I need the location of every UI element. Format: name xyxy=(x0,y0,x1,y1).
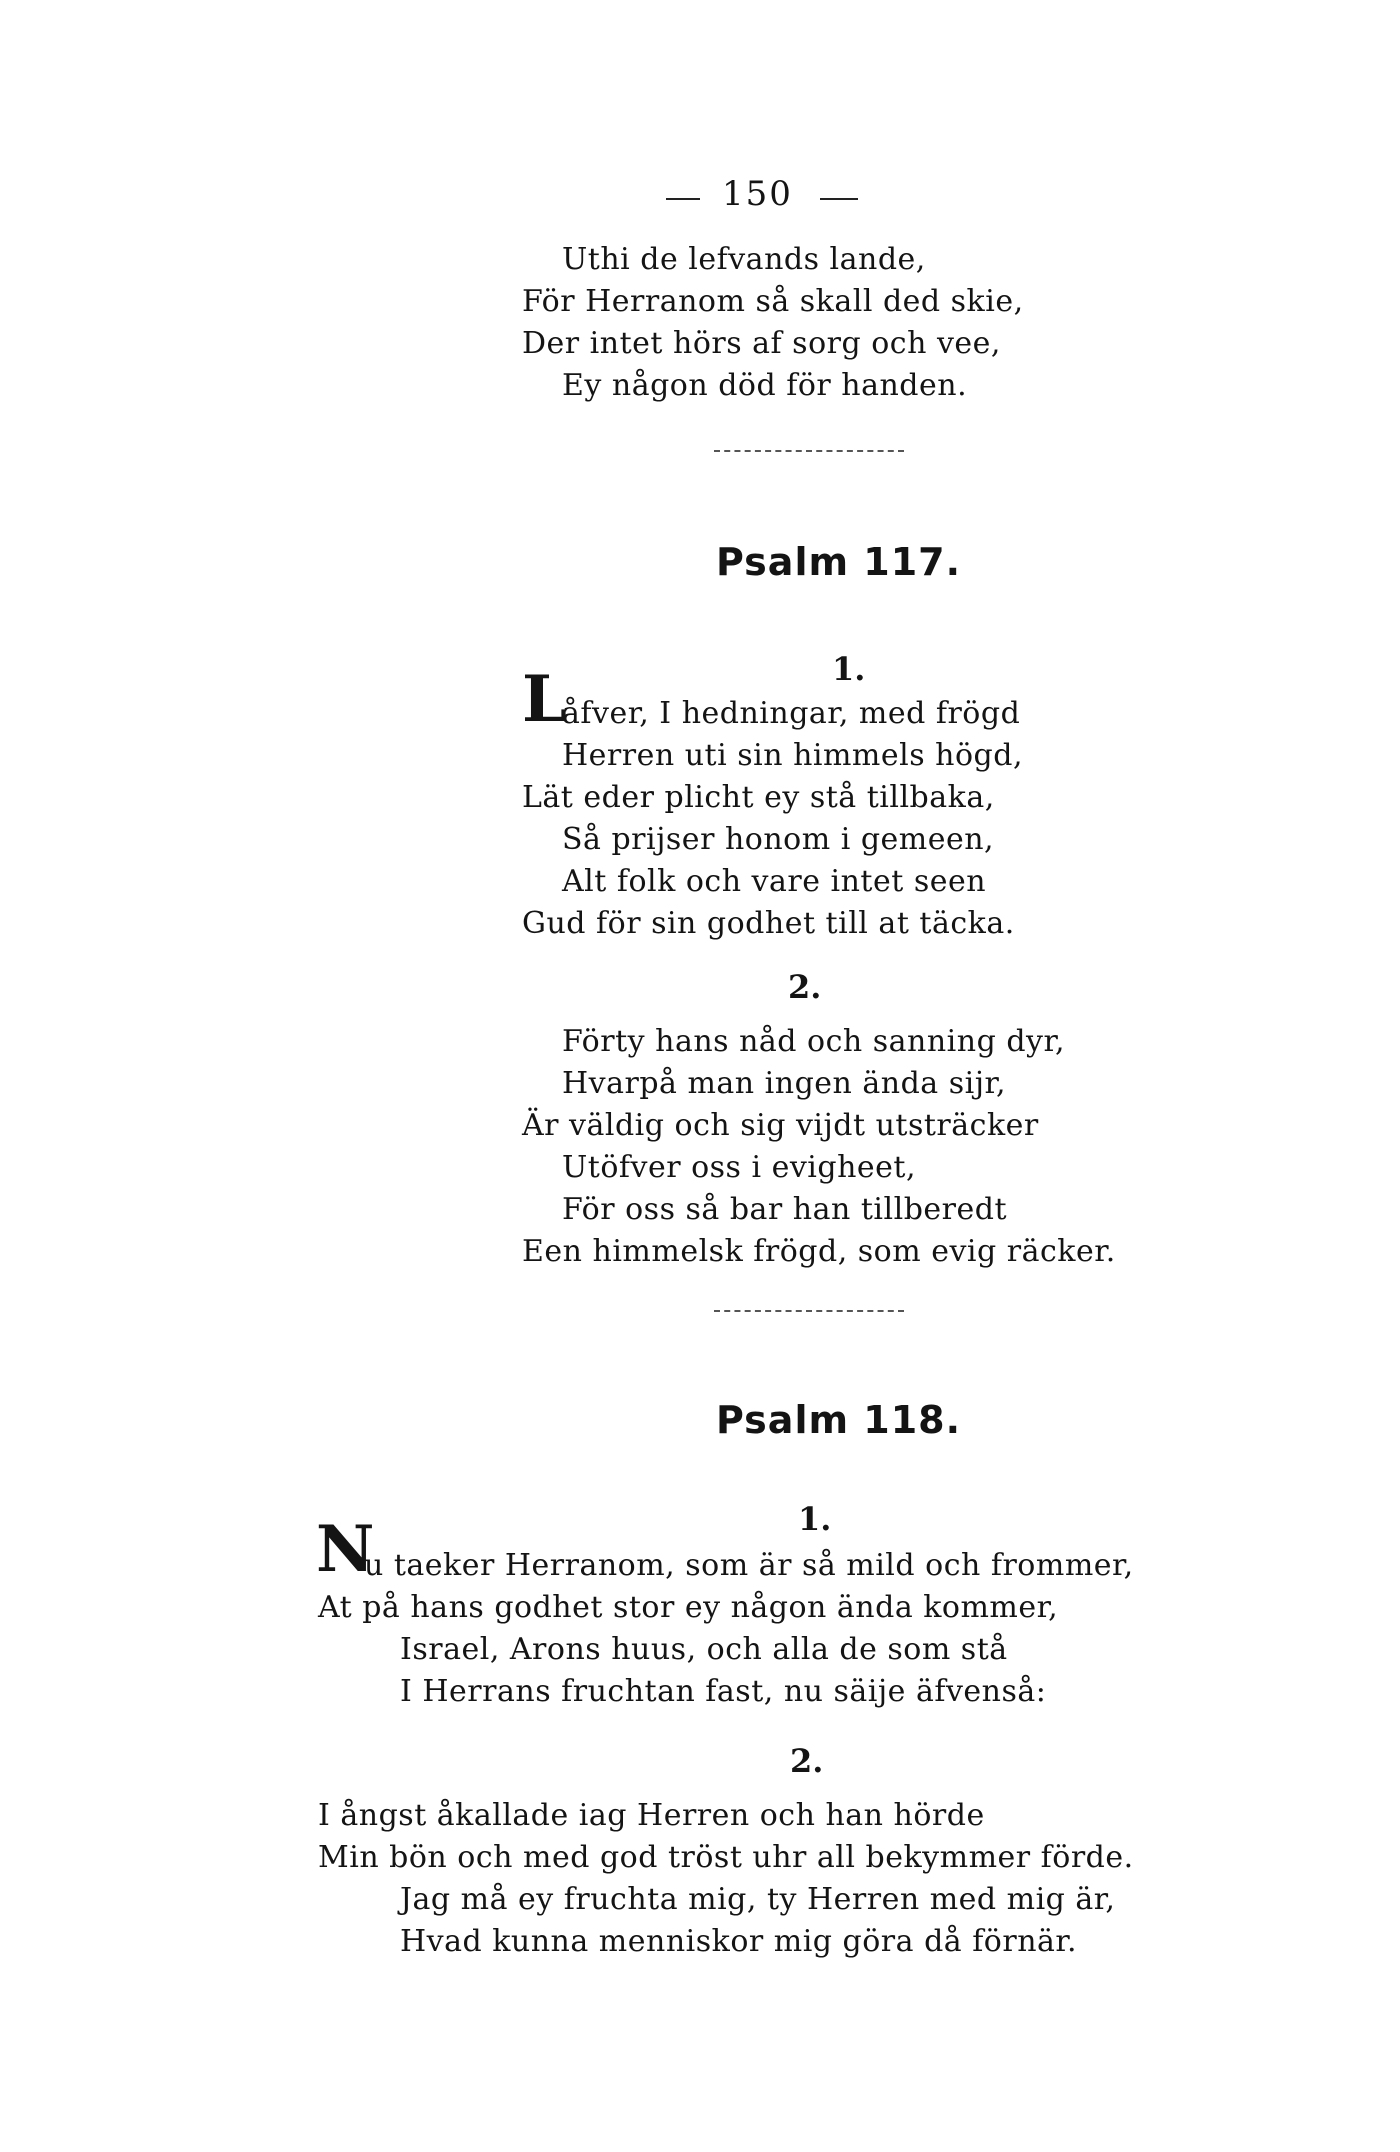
psalm-118-v2-line-2: Min bön och med god tröst uhr all bekymmer förde. xyxy=(318,1840,1134,1875)
psalm-117-verse-1-number: 1. xyxy=(832,650,866,688)
psalm-117-v2-line-2: Hvarpå man ingen ända sijr, xyxy=(562,1066,1007,1101)
psalm-118-v1-line-1: u taeker Herranom, som är så mild och frommer, xyxy=(364,1548,1134,1583)
psalm-117-v2-line-5: För oss så bar han tillberedt xyxy=(562,1192,1008,1227)
psalm-118-title: Psalm 118. xyxy=(716,1398,962,1442)
psalm-118-v1-line-2: At på hans godhet stor ey någon ända kommer, xyxy=(318,1590,1059,1625)
psalm-118-verse-1-number: 1. xyxy=(798,1500,832,1538)
psalm-117-v1-line-5: Alt folk och vare intet seen xyxy=(562,864,987,899)
opening-line-3: Der intet hörs af sorg och vee, xyxy=(522,326,1001,361)
psalm-117-v2-line-3: Är väldig och sig vijdt utsträcker xyxy=(522,1108,1039,1143)
section-rule xyxy=(714,1310,904,1313)
psalm-117-v2-line-1: Förty hans nåd och sanning dyr, xyxy=(562,1024,1066,1059)
psalm-117-v2-line-4: Utöfver oss i evigheet, xyxy=(562,1150,917,1185)
psalm-118-v1-line-3: Israel, Arons huus, och alla de som stå xyxy=(400,1632,1008,1667)
psalm-117-v1-line-2: Herren uti sin himmels högd, xyxy=(562,738,1023,773)
psalm-118-v2-line-1: I ångst åkallade iag Herren och han hörde xyxy=(318,1798,985,1833)
psalm-118-v2-line-4: Hvad kunna menniskor mig göra då förnär. xyxy=(400,1924,1077,1959)
psalm-118-dropcap: N xyxy=(316,1512,375,1587)
psalm-117-title: Psalm 117. xyxy=(716,540,962,584)
psalm-117-dropcap: L xyxy=(522,662,567,737)
psalm-118-verse-2-number: 2. xyxy=(790,1742,824,1780)
psalm-118-v2-line-3: Jag må ey fruchta mig, ty Herren med mig är, xyxy=(400,1882,1116,1917)
header-dash-right xyxy=(820,198,858,200)
opening-line-1: Uthi de lefvands lande, xyxy=(562,242,926,277)
opening-line-4: Ey någon död för handen. xyxy=(562,368,968,403)
section-rule xyxy=(714,450,904,453)
psalm-118-v1-line-4: I Herrans fruchtan fast, nu säije äfvenså: xyxy=(400,1674,1047,1709)
psalm-117-v2-line-6: Een himmelsk frögd, som evig räcker. xyxy=(522,1234,1116,1269)
psalm-117-verse-2-number: 2. xyxy=(788,968,822,1006)
page-number: 150 xyxy=(722,174,793,214)
psalm-117-v1-line-6: Gud för sin godhet till at täcka. xyxy=(522,906,1015,941)
psalm-117-v1-line-3: Lät eder plicht ey stå tillbaka, xyxy=(522,780,995,815)
psalm-117-v1-line-4: Så prijser honom i gemeen, xyxy=(562,822,995,857)
header-dash-left xyxy=(666,198,700,200)
psalm-117-v1-line-1: åfver, I hedningar, med frögd xyxy=(562,696,1021,731)
opening-line-2: För Herranom så skall ded skie, xyxy=(522,284,1024,319)
